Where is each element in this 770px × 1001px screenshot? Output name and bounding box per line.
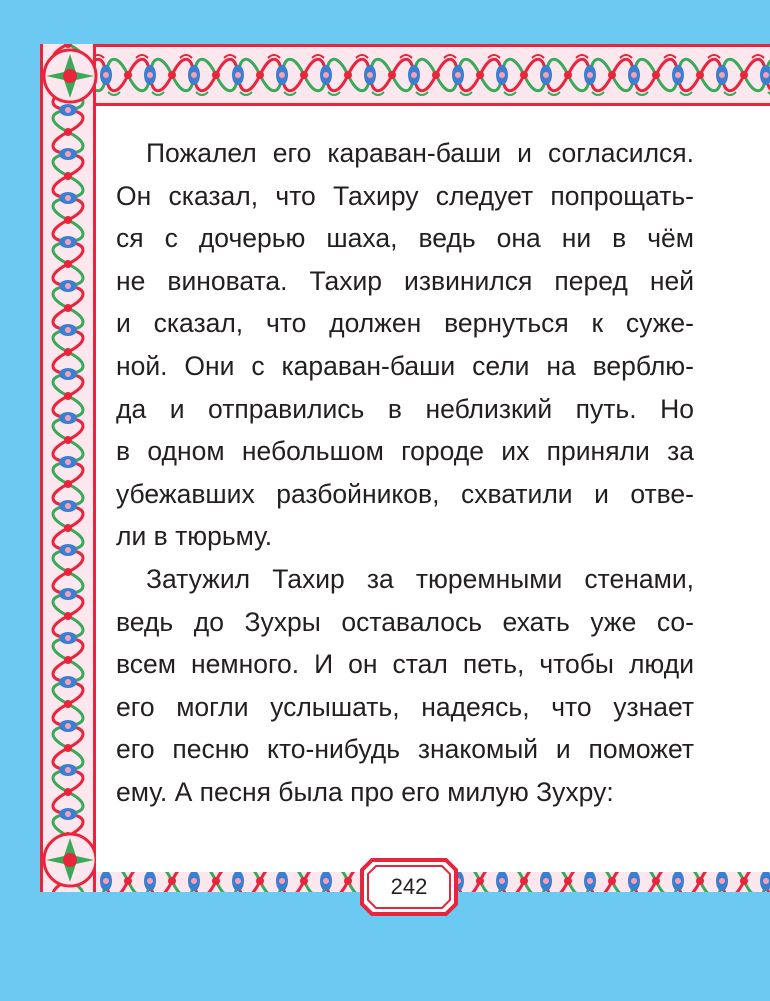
text-line: ему. А песня была про его милую Зухру: bbox=[116, 776, 614, 807]
text-line: его песню кто-нибудь знакомый и поможет bbox=[116, 734, 694, 765]
paragraph-2 bbox=[116, 558, 694, 814]
paragraph-1 bbox=[116, 132, 694, 558]
text-line: Он сказал, что Тахиру следует попрощать- bbox=[116, 180, 694, 211]
text-line: ли в тюрьму. bbox=[116, 521, 273, 552]
text-line: Пожалел его караван-баши и согласился. bbox=[146, 138, 694, 168]
page-number: 242 bbox=[390, 874, 428, 899]
story-text bbox=[116, 132, 694, 814]
text-line: и сказал, что должен вернуться к суже- bbox=[116, 308, 694, 339]
text-line: его могли услышать, надеясь, что узнает bbox=[116, 691, 694, 722]
text-line: в одном небольшом городе их приняли за bbox=[116, 436, 694, 467]
text-line: ся с дочерью шаха, ведь она ни в чём bbox=[116, 223, 694, 254]
text-line: да и отправились в неблизкий путь. Но bbox=[116, 393, 694, 424]
text-line: ной. Они с караван-баши сели на верблю- bbox=[116, 350, 694, 381]
text-line: всем немного. И он стал петь, чтобы люди bbox=[116, 649, 694, 680]
text-line: не виновата. Тахир извинился перед ней bbox=[116, 265, 694, 296]
page-number-badge bbox=[358, 856, 460, 918]
text-line: ведь до Зухры оставалось ехать уже со- bbox=[116, 606, 694, 637]
text-line: убежавших разбойников, схватили и отве- bbox=[116, 478, 694, 509]
text-line: Затужил Тахир за тюремными стенами, bbox=[146, 563, 694, 594]
